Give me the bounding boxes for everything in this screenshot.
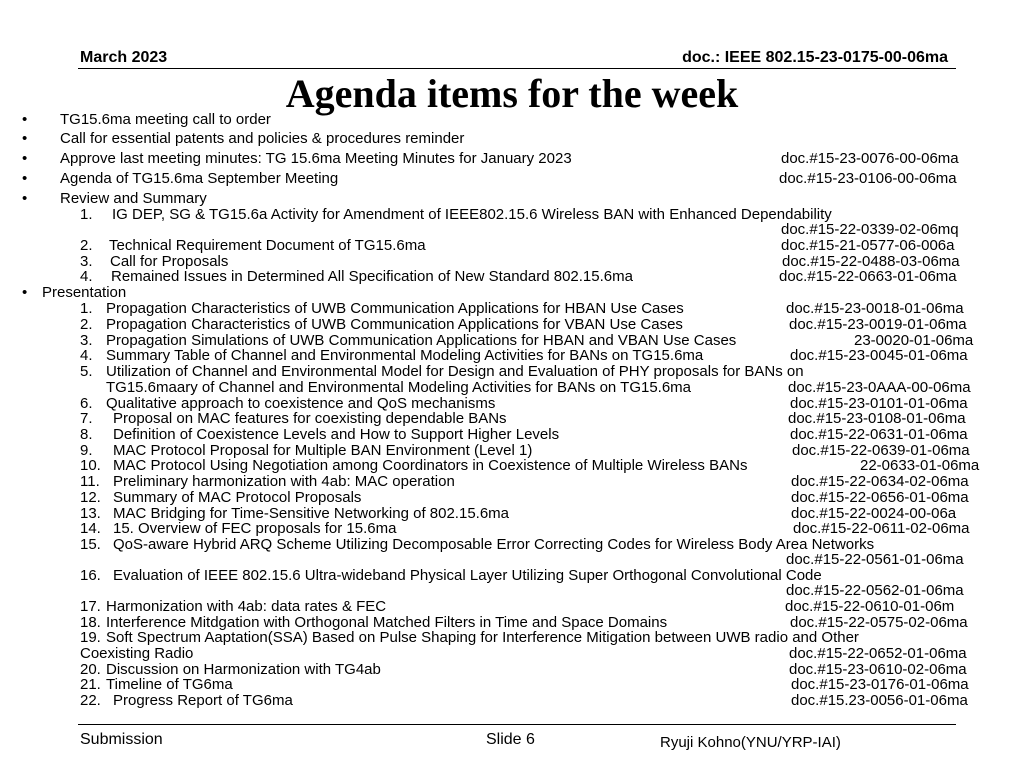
presentation-item-doc: doc.#15-22-0024-00-06a bbox=[791, 505, 957, 522]
agenda-item-text: Call for essential patents and policies & procedures reminder bbox=[60, 130, 465, 147]
presentation-item-text: 15. Overview of FEC proposals for 15.6ma bbox=[113, 520, 397, 537]
presentation-item-text: Soft Spectrum Aaptation(SSA) Based on Pulse Shaping for Interference Mitigation between UWB radio and Other bbox=[106, 629, 859, 646]
presentation-item-number: 14. bbox=[80, 520, 101, 537]
presentation-item-number: 15. bbox=[80, 536, 101, 553]
presentation-item-doc: doc.#15-22-0634-02-06ma bbox=[791, 473, 969, 490]
presentation-item-text: Discussion on Harmonization with TG4ab bbox=[106, 661, 381, 678]
presentation-item-number: 22. bbox=[80, 692, 101, 709]
presentation-item-doc: 23-0020-01-06ma bbox=[854, 332, 974, 349]
presentation-item-text: Interference Mitdgation with Orthogonal Matched Filters in Time and Space Domains bbox=[106, 614, 668, 631]
review-item-text: Technical Requirement Document of TG15.6ma bbox=[109, 237, 426, 254]
presentation-item-doc: doc.#15-22-0561-01-06ma bbox=[786, 551, 964, 568]
presentation-item-number: 2. bbox=[80, 316, 93, 333]
presentation-item-number: 7. bbox=[80, 410, 93, 427]
presentation-item-doc: doc.#15-23-0019-01-06ma bbox=[789, 316, 967, 333]
agenda-item-text: Agenda of TG15.6ma September Meeting bbox=[60, 170, 339, 187]
review-item-doc: doc.#15-22-0663-01-06ma bbox=[779, 268, 957, 285]
presentation-item-doc: doc.#15-22-0562-01-06ma bbox=[786, 582, 964, 599]
bullet-icon: • bbox=[22, 170, 28, 187]
presentation-item-doc: doc.#15-23-0108-01-06ma bbox=[788, 410, 966, 427]
presentation-item-text: Evaluation of IEEE 802.15.6 Ultra-wideband Physical Layer Utilizing Super Orthogonal Convolutional Code bbox=[113, 567, 822, 584]
review-item-text: Call for Proposals bbox=[110, 253, 229, 270]
review-item-number: 4. bbox=[80, 268, 93, 285]
presentation-item-number: 4. bbox=[80, 347, 93, 364]
presentation-item-doc: doc.#15-23-0101-01-06ma bbox=[790, 395, 968, 412]
presentation-item-text: Proposal on MAC features for coexisting dependable BANs bbox=[113, 410, 507, 427]
agenda-item-text: Review and Summary bbox=[60, 190, 207, 207]
agenda-item-text: TG15.6ma meeting call to order bbox=[60, 111, 271, 128]
review-item-text: IG DEP, SG & TG15.6a Activity for Amendment of IEEE802.15.6 Wireless BAN with Enhanced Dependability bbox=[112, 206, 832, 223]
presentation-item-number: 3. bbox=[80, 332, 93, 349]
presentation-item-number: 20. bbox=[80, 661, 101, 678]
presentation-item-text: Utilization of Channel and Environmental Model for Design and Evaluation of PHY proposals for BANs on bbox=[106, 363, 804, 380]
review-item-doc: doc.#15-22-0339-02-06mq bbox=[781, 221, 959, 238]
presentation-item-number: 16. bbox=[80, 567, 101, 584]
presentation-item-number: 11. bbox=[80, 473, 100, 490]
presentation-item-text: MAC Protocol Proposal for Multiple BAN Environment (Level 1) bbox=[113, 442, 533, 459]
presentation-item-doc: doc.#15-22-0631-01-06ma bbox=[790, 426, 968, 443]
presentation-item-number: 12. bbox=[80, 489, 101, 506]
presentation-item-text: Propagation Simulations of UWB Communication Applications for HBAN and VBAN Use Cases bbox=[106, 332, 737, 349]
presentation-item-text: Propagation Characteristics of UWB Communication Applications for VBAN Use Cases bbox=[106, 316, 683, 333]
presentation-item-number: 10. bbox=[80, 457, 101, 474]
presentation-item-number: 8. bbox=[80, 426, 93, 443]
presentation-item-number: 9. bbox=[80, 442, 93, 459]
presentation-item-number: 1. bbox=[80, 300, 93, 317]
presentation-item-text: Summary of MAC Protocol Proposals bbox=[113, 489, 362, 506]
presentation-item-doc: doc.#15-22-0611-02-06ma bbox=[793, 520, 970, 537]
agenda-item-doc: doc.#15-23-0076-00-06ma bbox=[781, 150, 959, 167]
presentation-item-text: Preliminary harmonization with 4ab: MAC operation bbox=[113, 473, 455, 490]
bullet-icon: • bbox=[22, 111, 28, 128]
presentation-item-number: 21. bbox=[80, 676, 101, 693]
presentation-item-text: MAC Bridging for Time-Sensitive Networking of 802.15.6ma bbox=[113, 505, 510, 522]
review-item-doc: doc.#15-22-0488-03-06ma bbox=[782, 253, 960, 270]
presentation-item-doc: doc.#15-22-0652-01-06ma bbox=[789, 645, 967, 662]
review-item-number: 1. bbox=[80, 206, 93, 223]
presentation-item-number: 6. bbox=[80, 395, 93, 412]
presentation-item-doc: doc.#15-23-0AAA-00-06ma bbox=[788, 379, 971, 396]
bullet-icon: • bbox=[22, 130, 28, 147]
presentation-item-doc: doc.#15-23-0176-01-06ma bbox=[791, 676, 969, 693]
presentation-item-text: TG15.6maary of Channel and Environmental Modeling Activities for BANs on TG15.6ma bbox=[106, 379, 692, 396]
footer-author: Ryuji Kohno(YNU/YRP-IAI) bbox=[660, 734, 841, 751]
header-date: March 2023 bbox=[80, 49, 168, 66]
presentation-item-doc: doc.#15-22-0639-01-06ma bbox=[792, 442, 970, 459]
presentation-item-number: 17. bbox=[80, 598, 101, 615]
presentation-item-number: 19. bbox=[80, 629, 101, 646]
agenda-item-text: Approve last meeting minutes: TG 15.6ma Meeting Minutes for January 2023 bbox=[60, 150, 572, 167]
presentation-label: Presentation bbox=[42, 284, 127, 301]
presentation-item-text: Definition of Coexistence Levels and How to Support Higher Levels bbox=[113, 426, 560, 443]
footer-submission: Submission bbox=[80, 731, 163, 748]
slide-title: Agenda items for the week bbox=[285, 71, 739, 116]
presentation-item-number: 13. bbox=[80, 505, 101, 522]
footer-divider bbox=[78, 724, 956, 725]
presentation-item-text: Qualitative approach to coexistence and QoS mechanisms bbox=[106, 395, 496, 412]
presentation-item-text: Harmonization with 4ab: data rates & FEC bbox=[106, 598, 387, 615]
presentation-item-doc: doc.#15-22-0575-02-06ma bbox=[790, 614, 968, 631]
presentation-item-doc: doc.#15-22-0610-01-06m bbox=[785, 598, 955, 615]
presentation-item-doc: doc.#15-22-0656-01-06ma bbox=[791, 489, 969, 506]
presentation-item-doc: doc.#15-23-0610-02-06ma bbox=[789, 661, 967, 678]
presentation-item-text: MAC Protocol Using Negotiation among Coordinators in Coexistence of Multiple Wireless BANs bbox=[113, 457, 748, 474]
review-item-number: 2. bbox=[80, 237, 93, 254]
presentation-item-number: 18. bbox=[80, 614, 101, 631]
presentation-item-text: QoS-aware Hybrid ARQ Scheme Utilizing Decomposable Error Correcting Codes for Wireless Body Area Networks bbox=[113, 536, 875, 553]
bullet-icon: • bbox=[22, 150, 28, 167]
presentation-item-number: 5. bbox=[80, 363, 93, 380]
review-item-text: Remained Issues in Determined All Specification of New Standard 802.15.6ma bbox=[111, 268, 633, 285]
bullet-icon: • bbox=[22, 190, 28, 207]
presentation-item-doc: doc.#15-23-0018-01-06ma bbox=[786, 300, 964, 317]
presentation-item-text: Progress Report of TG6ma bbox=[113, 692, 293, 709]
header-doc-id: doc.: IEEE 802.15-23-0175-00-06ma bbox=[682, 49, 948, 66]
presentation-item-doc: doc.#15.23-0056-01-06ma bbox=[791, 692, 968, 709]
review-item-number: 3. bbox=[80, 253, 93, 270]
presentation-item-text: Summary Table of Channel and Environmental Modeling Activities for BANs on TG15.6ma bbox=[106, 347, 704, 364]
footer-slide-number: Slide 6 bbox=[486, 731, 535, 748]
presentation-item-text: Timeline of TG6ma bbox=[106, 676, 233, 693]
presentation-item-text: Coexisting Radio bbox=[80, 645, 194, 662]
agenda-item-doc: doc.#15-23-0106-00-06ma bbox=[779, 170, 957, 187]
bullet-icon: • bbox=[22, 284, 28, 301]
header-divider bbox=[78, 68, 956, 69]
presentation-item-doc: 22-0633-01-06ma bbox=[860, 457, 980, 474]
presentation-item-doc: doc.#15-23-0045-01-06ma bbox=[790, 347, 968, 364]
presentation-item-text: Propagation Characteristics of UWB Communication Applications for HBAN Use Cases bbox=[106, 300, 684, 317]
review-item-doc: doc.#15-21-0577-06-006a bbox=[781, 237, 955, 254]
